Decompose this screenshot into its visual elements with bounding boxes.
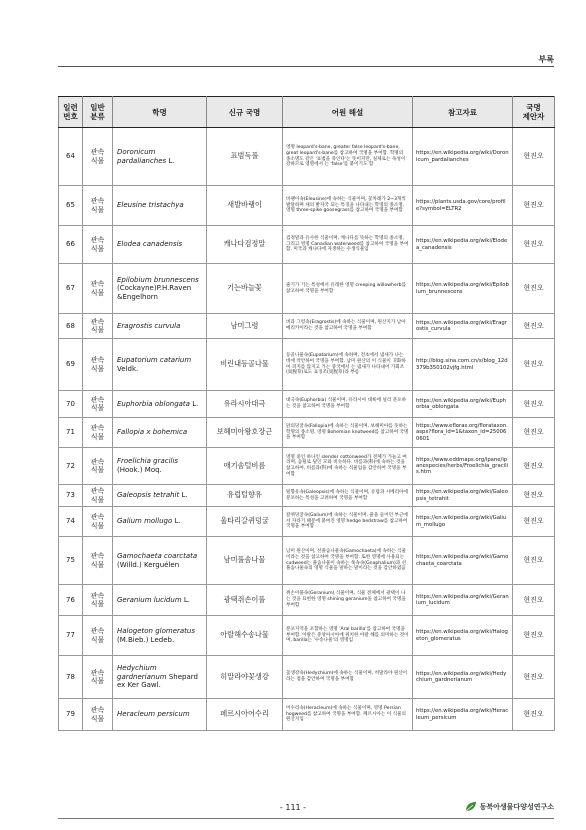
row-number: 79 xyxy=(59,699,83,731)
scientific-name: Doronicum pardalianches L. xyxy=(113,128,207,186)
korean-name: 기는바늘꽃 xyxy=(207,264,283,314)
proposer: 현진오 xyxy=(513,507,555,537)
etymology: 등골나물속(Eupatorium)에 속하며, 전초에서 냄새가 나는 데에 착안하여 국명을 부여함. 남미 원산의 이 식물이 귀화하여 퍼지를 않지고 가는 중국에서 는 냄새가 나타내어 가회조(臭腥草)로도 표징조(臭腥草)라 부름 xyxy=(283,339,413,391)
proposer: 현진오 xyxy=(513,226,555,264)
etymology: 꽃생강속(Hedychium)에 속하는 식물이며, 히말라야 원산이라는 점을 감안하여 국명을 부여함 xyxy=(283,656,413,699)
row-number: 74 xyxy=(59,507,83,537)
scientific-name: Euphorbia oblongata L. xyxy=(113,391,207,418)
row-number: 72 xyxy=(59,448,83,485)
etymology: 검정말과 유사한 식물이며, 캐나다를 뜻하는 학명의 종소명, 그리고 영명 Canadian waterweed를 참고하여 국명을 부여함. 미국과 캐나다에 자생하는 수생식물임 xyxy=(283,226,413,264)
row-number: 69 xyxy=(59,339,83,391)
korean-name: 유라시아대극 xyxy=(207,391,283,418)
etymology: 갈퀴덩굴속(Galium)에 속하는 식물이며, 줄을 들이던 부근에서 자라기 때문에 붙여진 영명 hedge bedstraw를 참고하여 국명을 부여함 xyxy=(283,507,413,537)
col-header-korean-name: 신규 국명 xyxy=(207,97,283,128)
author-citation: L. xyxy=(179,491,188,500)
author-citation: L. xyxy=(166,156,175,165)
scientific-name: Gamochaeta coarctata (Willd.) Kerguélen xyxy=(113,537,207,585)
scientific-name: Geranium lucidum L. xyxy=(113,585,207,616)
col-header-number: 일련 번호 xyxy=(59,97,83,128)
proposer: 현진오 xyxy=(513,616,555,656)
species-table xyxy=(58,96,555,731)
row-class: 관속 식물 xyxy=(83,418,113,448)
col-header-class: 일반 분류 xyxy=(83,97,113,128)
table-row xyxy=(59,448,555,485)
publisher-brand: 동북아생물다양성연구소 xyxy=(465,801,554,812)
row-class: 관속 식물 xyxy=(83,537,113,585)
korean-name: 비린내등골나물 xyxy=(207,339,283,391)
proposer: 현진오 xyxy=(513,699,555,731)
korean-name: 새발바랭이 xyxy=(207,186,283,226)
row-number: 66 xyxy=(59,226,83,264)
table-row xyxy=(59,485,555,507)
table-row xyxy=(59,537,555,585)
korean-name: 광택쥐손이풀 xyxy=(207,585,283,616)
author-citation: L. xyxy=(189,399,199,408)
author-citation: (Cockayne)P.H.Raven &Engelhorn xyxy=(117,284,192,301)
reference-url: https://plants.usda.gov/core/profile?symbol=ELTR2 xyxy=(413,186,513,226)
row-number: 75 xyxy=(59,537,83,585)
etymology: 대극속(Euphorbia) 식물이며, 유라시아 대륙에 널리 분포하는 것을 참고하여 국명을 부여함 xyxy=(283,391,413,418)
etymology: 영명 leopard's-bane, greater false leopard's-bane, great leopard's-bane를 참고하여 국명을 부여함. 학명의 종소명도 같은 '표범을 죽인다'는 뜻이지만, 실제로는 독성이 강하므로 영명에서 는 'false'를 붙이기도 함 xyxy=(283,128,413,186)
table-row xyxy=(59,391,555,418)
reference-url: https://en.wikipedia.org/wiki/Galeopsis_tetrahit xyxy=(413,485,513,507)
reference-url: https://en.wikipedia.org/wiki/Galium_mollugo xyxy=(413,507,513,537)
korean-name: 남미풀솜나물 xyxy=(207,537,283,585)
author-citation: L. xyxy=(172,517,181,526)
proposer: 현진오 xyxy=(513,264,555,314)
author-citation: (Willd.) Kerguélen xyxy=(117,560,180,569)
author-citation: (Hook.) Moq. xyxy=(117,466,162,474)
row-number: 78 xyxy=(59,656,83,699)
row-number: 73 xyxy=(59,485,83,507)
reference-url: https://en.wikipedia.org/wiki/Halogeton_glomeratus xyxy=(413,616,513,656)
reference-url: https://en.wikipedia.org/wiki/Elodea_canadensis xyxy=(413,226,513,264)
row-number: 68 xyxy=(59,314,83,339)
scientific-name: Eleusine tristachya xyxy=(113,186,207,226)
reference-url: https://www.eddmaps.org/ipane/ipanespecies/herbs/Froelichia_gracilis.htm xyxy=(413,448,513,485)
korean-name: 남미그령 xyxy=(207,314,283,339)
row-number: 76 xyxy=(59,585,83,616)
korean-name: 아랄해수송나물 xyxy=(207,616,283,656)
proposer: 현진오 xyxy=(513,128,555,186)
scientific-name: Eragrostis curvula xyxy=(113,314,207,339)
proposer: 현진오 xyxy=(513,585,555,616)
etymology: 남미 원산이며, 선풀솜나물속(Gamochaeta)에 속하는 식물이라는 것을 참고하여 국명을 부여함. 또한 영명에 사용되는 cudweed는 풀솜나물이 속하는 쑥속속(Gnaphalium)과 선풀솜나물속의 영명 식물을 말하는 말이라는 것을 감안하였음 xyxy=(283,537,413,585)
row-class: 관속 식물 xyxy=(83,128,113,186)
row-class: 관속 식물 xyxy=(83,485,113,507)
etymology: 벼과 그령속(Eragrostis)에 속하는 식물이며, 원산지가 남아메리카이라는 것을 참고하여 국명을 부여함 xyxy=(283,314,413,339)
etymology: 닭의덩굴속(Fallopia)에 속하는 식물이며, 보헤미아를 뜻하는 학명의 종소명, 영명 Bohemian knotweed를 참고하여 국명을 부여함 xyxy=(283,418,413,448)
row-number: 71 xyxy=(59,418,83,448)
table-row xyxy=(59,226,555,264)
korean-name: 캐나다검정말 xyxy=(207,226,283,264)
korean-name: 표범독풀 xyxy=(207,128,283,186)
etymology: 바랭이속(Eleusine)에 속하는 식물이며, 꽃차례가 2~3개씩 발달하며 새의 발자국 되는 특징을 나타내는 학명의 종소명, 영명 three-spike goosegrass를 참고하여 국명을 부여함 xyxy=(283,186,413,226)
korean-name: 울타리갈퀴덩굴 xyxy=(207,507,283,537)
scientific-name: Heracleum persicum xyxy=(113,699,207,731)
table-header-row xyxy=(59,97,555,128)
col-header-etymology: 어원 해설 xyxy=(283,97,413,128)
col-header-scientific-name: 학명 xyxy=(113,97,207,128)
scientific-name: Epilobium brunnescens (Cockayne)P.H.Raven &Engelhorn xyxy=(113,264,207,314)
reference-url: https://www.efloras.org/florataxon.aspx?flora_id=1&taxon_id=250060601 xyxy=(413,418,513,448)
etymology: 쥐손이풀속(Geranium) 식물이며, 식물 전체에서 광택이 나는 것을 표현한 영명 shining geranium을 참고하여 국명을 부여함 xyxy=(283,585,413,616)
row-class: 관속 식물 xyxy=(83,585,113,616)
header-rule xyxy=(58,66,554,67)
scientific-name: Galium mollugo L. xyxy=(113,507,207,537)
row-class: 관속 식물 xyxy=(83,186,113,226)
proposer: 현진오 xyxy=(513,186,555,226)
reference-url: https://en.wikipedia.org/wiki/Eragrostis_curvula xyxy=(413,314,513,339)
section-title: 부록 xyxy=(538,55,554,64)
table-row xyxy=(59,339,555,391)
etymology: 영명 중인 하나인 slender cottonweed가 전체가 가늘고 여리며, 솜털로 덮인 모와 비슷하다. 비름과(科)에 속하는 것을 참고하여, 비름과(科)에 속하는 식물임을 감안하여 국명을 부여함 xyxy=(283,448,413,485)
row-class: 관속 식물 xyxy=(83,616,113,656)
col-header-reference: 참고자료 xyxy=(413,97,513,128)
leaf-logo-icon xyxy=(465,801,477,812)
etymology: 줄기가 기는 특성에서 유래한 영명 creeping willowherb를 참고하여 국명을 부여함 xyxy=(283,264,413,314)
author-citation: (M.Bieb.) Ledeb. xyxy=(117,635,175,644)
table-row xyxy=(59,418,555,448)
row-class: 관속 식물 xyxy=(83,226,113,264)
scientific-name: Hedychium gardnerianum Shepard ex Ker Gawl. xyxy=(113,656,207,699)
row-class: 관속 식물 xyxy=(83,448,113,485)
row-class: 관속 식물 xyxy=(83,264,113,314)
etymology: 털향유속(Galeopsis)에 속하는 식물이며, 유럽과 시베리아에 분포하는 특성을 고려하여 국명을 부여함 xyxy=(283,485,413,507)
reference-url: https://en.wikipedia.org/wiki/Doronicum_pardalianches xyxy=(413,128,513,186)
table-row xyxy=(59,314,555,339)
row-number: 65 xyxy=(59,186,83,226)
table-row xyxy=(59,128,555,186)
reference-url: https://en.wikipedia.org/wiki/Epilobium_brunnescens xyxy=(413,264,513,314)
table-row xyxy=(59,656,555,699)
table-row xyxy=(59,616,555,656)
etymology: 분포지역을 포함하는 영명 'Aral barilla'를 참고하여 국명을 부여함. 아랄은 중앙아시아에 위치한 아랄 해를 의미하는 것이며, barilla는 '수송나물'의 영명임 xyxy=(283,616,413,656)
row-class: 관속 식물 xyxy=(83,314,113,339)
author-citation: Veldk. xyxy=(117,364,139,373)
reference-url: https://en.wikipedia.org/wiki/Geranium_lucidum xyxy=(413,585,513,616)
col-header-proposer: 국명 제안자 xyxy=(513,97,555,128)
reference-url: http://blog.sina.com.cn/s/blog_12d379b350102vjfg.html xyxy=(413,339,513,391)
table-row xyxy=(59,186,555,226)
korean-name: 보헤미아왕호장근 xyxy=(207,418,283,448)
page-number: - 111 - xyxy=(279,803,307,812)
row-class: 관속 식물 xyxy=(83,391,113,418)
korean-name: 유럽털향유 xyxy=(207,485,283,507)
scientific-name: Fallopia x bohemica xyxy=(113,418,207,448)
proposer: 현진오 xyxy=(513,485,555,507)
scientific-name: Elodea canadensis xyxy=(113,226,207,264)
reference-url: https://en.wikipedia.org/wiki/Hedychium_gardnerianum xyxy=(413,656,513,699)
footer-rule xyxy=(58,818,554,819)
reference-url: https://en.wikipedia.org/wiki/Heracleum_persicum xyxy=(413,699,513,731)
row-number: 77 xyxy=(59,616,83,656)
row-number: 64 xyxy=(59,128,83,186)
row-class: 관속 식물 xyxy=(83,656,113,699)
row-class: 관속 식물 xyxy=(83,699,113,731)
table-row xyxy=(59,585,555,616)
proposer: 현진오 xyxy=(513,391,555,418)
table-row xyxy=(59,699,555,731)
korean-name: 페르시아어수리 xyxy=(207,699,283,731)
row-number: 67 xyxy=(59,264,83,314)
author-citation: Shepard ex Ker Gawl. xyxy=(117,672,198,690)
korean-name: 애기솜털비름 xyxy=(207,448,283,485)
scientific-name: Galeopsis tetrahit L. xyxy=(113,485,207,507)
table-row xyxy=(59,264,555,314)
proposer: 현진오 xyxy=(513,656,555,699)
row-class: 관속 식물 xyxy=(83,507,113,537)
proposer: 현진오 xyxy=(513,339,555,391)
proposer: 현진오 xyxy=(513,314,555,339)
etymology: 어수리속(Heracleum)에 속하는 식물이며, 영명 Persian hogweed를 참고하여 국명을 부여함. 페르시아는 이 식물의 원산지임 xyxy=(283,699,413,731)
reference-url: https://en.wikipedia.org/wiki/Euphorbia_oblongata xyxy=(413,391,513,418)
table-row xyxy=(59,507,555,537)
scientific-name: Halogeton glomeratus (M.Bieb.) Ledeb. xyxy=(113,616,207,656)
scientific-name: Eupatorium catarium Veldk. xyxy=(113,339,207,391)
korean-name: 히말라야꽃생강 xyxy=(207,656,283,699)
proposer: 현진오 xyxy=(513,537,555,585)
author-citation: L. xyxy=(181,595,190,604)
row-class: 관속 식물 xyxy=(83,339,113,391)
row-number: 70 xyxy=(59,391,83,418)
proposer: 현진오 xyxy=(513,418,555,448)
proposer: 현진오 xyxy=(513,448,555,485)
reference-url: https://en.wikipedia.org/wiki/Gamochaeta_coarctata xyxy=(413,537,513,585)
scientific-name: Froelichia gracilis (Hook.) Moq. xyxy=(113,448,207,485)
